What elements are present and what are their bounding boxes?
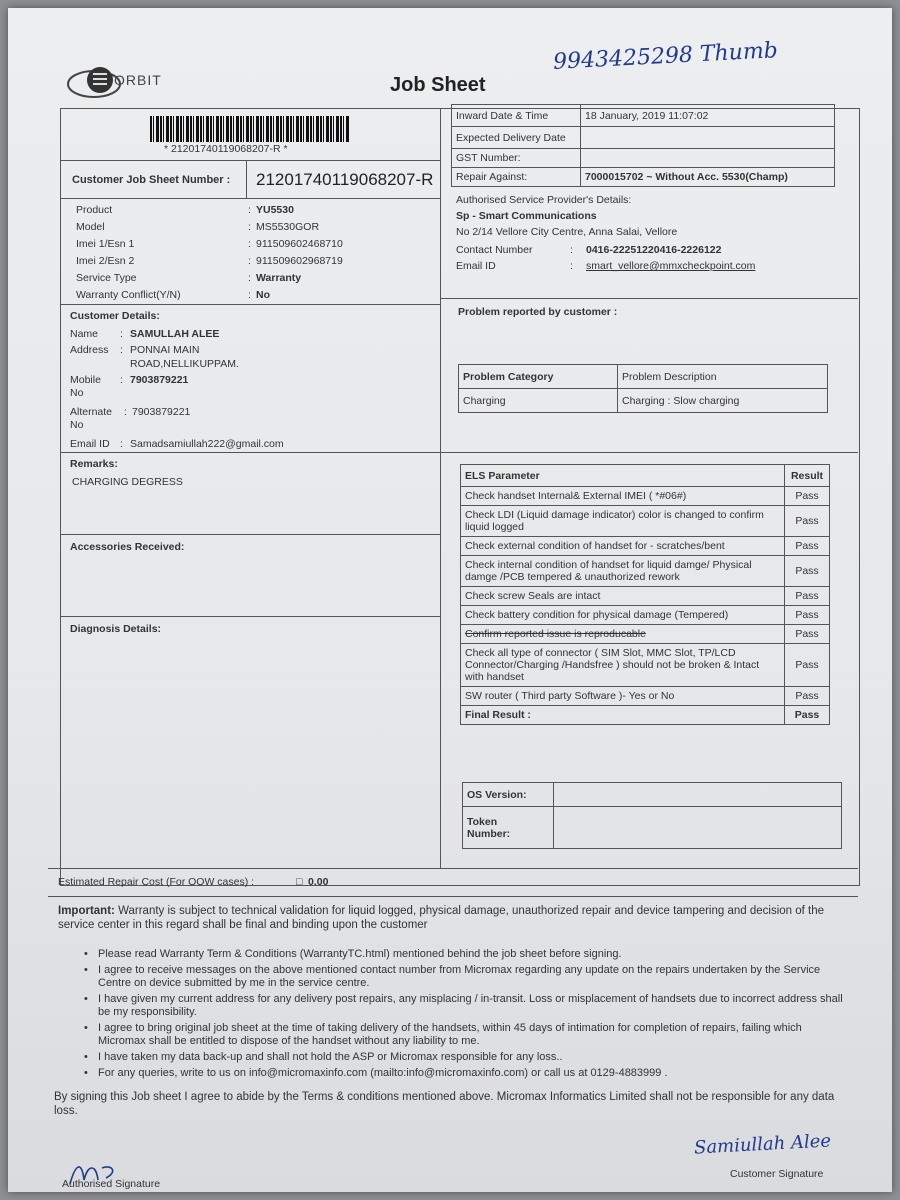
asp-email-label: Email ID — [456, 260, 496, 272]
els-row — [461, 487, 830, 506]
colon: : — [248, 204, 251, 216]
problem-heading: Problem reported by customer : — [458, 306, 618, 318]
product-value: YU5530 — [256, 204, 294, 216]
inward-date-value: 18 January, 2019 11:07:02 — [581, 105, 835, 127]
customer-mobile: 7903879221 — [130, 374, 189, 386]
els-result: Pass — [785, 537, 830, 556]
gst-value — [581, 149, 835, 168]
barcode — [150, 116, 350, 142]
colon: : — [120, 374, 123, 386]
asp-name: Sp - Smart Communications — [456, 210, 597, 222]
imei1-value: 911509602468710 — [256, 238, 343, 250]
els-table — [460, 464, 830, 725]
customer-email: Samadsamiullah222@gmail.com — [130, 438, 284, 450]
brand-name: ORBIT — [114, 72, 162, 88]
els-result: Pass — [785, 625, 830, 644]
els-parameter: Check handset Internal& External IMEI ( *#06#) — [461, 487, 785, 506]
inward-table — [451, 104, 835, 187]
expected-delivery-label: Expected Delivery Date — [452, 127, 581, 149]
els-row — [461, 687, 830, 706]
repair-against-value: 7000015702 ~ Without Acc. 5530(Champ) — [581, 168, 835, 187]
alternate-label-1: Alternate — [70, 406, 113, 418]
important-lead: Important: — [58, 905, 115, 917]
job-sheet-paper — [8, 8, 892, 1192]
gst-label: GST Number: — [452, 149, 581, 168]
asp-email-value: smart_vellore@mmxcheckpoint.com — [586, 260, 756, 272]
customer-heading: Customer Details: — [70, 310, 160, 322]
alternate-label-2: No — [70, 419, 84, 431]
service-type-label: Service Type — [76, 272, 137, 284]
asp-contact-value: 0416-22251220416-2226122 — [586, 244, 722, 256]
os-version-label: OS Version: — [463, 783, 554, 807]
terms-list — [82, 948, 852, 1083]
repair-against-label: Repair Against: — [452, 168, 581, 187]
imei2-value: 911509602968719 — [256, 255, 343, 267]
terms-list-item: • Please read Warranty Term & Conditions (WarrantyTC.html) mentioned behind the job sheet before signing. — [82, 948, 852, 961]
token-label — [463, 807, 554, 849]
colon: : — [570, 244, 573, 256]
els-parameter: Check external condition of handset for - scratches/bent — [461, 537, 785, 556]
warranty-conflict-label: Warranty Conflict(Y/N) — [76, 289, 181, 301]
token-label-2: Number: — [467, 827, 511, 840]
els-row — [461, 644, 830, 687]
els-result: Pass — [785, 487, 830, 506]
problem-description: Charging : Slow charging — [618, 389, 828, 413]
repair-cost-value: 0.00 — [308, 876, 329, 888]
problem-table — [458, 364, 828, 413]
els-parameter: Check screw Seals are intact — [461, 587, 785, 606]
colon: : — [120, 438, 123, 450]
mobile-label-2: No — [70, 387, 84, 399]
currency-icon: □ — [296, 876, 303, 888]
els-result: Pass — [785, 587, 830, 606]
customer-signature-scrawl: Samiullah Alee — [693, 1130, 832, 1159]
els-result: Pass — [785, 556, 830, 587]
els-parameter: Final Result : — [461, 706, 785, 725]
token-label-1: Token — [467, 815, 498, 828]
els-result: Pass — [785, 644, 830, 687]
terms-list-item: • For any queries, write to us on info@micromaxinfo.com (mailto:info@micromaxinfo.com) or call us at 0129-4883999 . — [82, 1067, 852, 1080]
colon: : — [124, 406, 127, 418]
problem-category-header: Problem Category — [459, 365, 618, 389]
customer-name: SAMULLAH ALEE — [130, 328, 220, 340]
colon: : — [248, 221, 251, 233]
model-value: MS5530GOR — [256, 221, 320, 233]
customer-alternate: 7903879221 — [132, 406, 191, 418]
customer-address-label: Address — [70, 344, 109, 356]
remarks-value: CHARGING DEGRESS — [72, 476, 183, 488]
customer-address-line2: ROAD,NELLIKUPPAM. — [130, 358, 239, 370]
els-result: Pass — [785, 706, 830, 725]
els-header: ELS Parameter — [461, 465, 785, 487]
repair-cost-label: Estimated Repair Cost (For OOW cases) : — [58, 876, 255, 888]
inward-date-label: Inward Date & Time — [452, 105, 581, 127]
diagnosis-label: Diagnosis Details: — [70, 623, 162, 635]
important-text — [58, 904, 853, 932]
page-title: Job Sheet — [390, 74, 486, 96]
terms-list-item: • I have given my current address for any delivery post repairs, any misplacing / in-transit. Loss or misplacement of handsets due to incorrect address shall be my responsibility. — [82, 993, 852, 1019]
colon: : — [120, 344, 123, 356]
problem-category: Charging — [459, 389, 618, 413]
colon: : — [248, 255, 251, 267]
asp-address: No 2/14 Vellore City Centre, Anna Salai, Vellore — [456, 226, 678, 238]
warranty-conflict-value: No — [256, 289, 270, 301]
customer-email-label: Email ID — [70, 438, 110, 450]
els-row — [461, 506, 830, 537]
els-result: Pass — [785, 687, 830, 706]
els-row — [461, 625, 830, 644]
els-result-header: Result — [785, 465, 830, 487]
important-body: Warranty is subject to technical validation for liquid logged, physical damage, unauthorized repair and device tampering and decision of the service center in this regard shall be final and binding upon the customer — [58, 905, 825, 931]
product-label: Product — [76, 204, 113, 216]
asp-heading: Authorised Service Provider's Details: — [456, 194, 632, 206]
imei2-label: Imei 2/Esn 2 — [76, 255, 135, 267]
customer-signature-label: Customer Signature — [730, 1168, 824, 1180]
customer-address-line1: PONNAI MAIN — [130, 344, 200, 356]
asp-contact-label: Contact Number — [456, 244, 533, 256]
remarks-label: Remarks: — [70, 458, 118, 470]
els-row — [461, 556, 830, 587]
job-number: 21201740119068207-R — [256, 170, 434, 189]
els-parameter: Check LDI (Liquid damage indicator) color is changed to confirm liquid logged — [461, 506, 785, 537]
colon: : — [120, 328, 123, 340]
problem-description-header: Problem Description — [618, 365, 828, 389]
els-parameter: Check battery condition for physical damage (Tempered) — [461, 606, 785, 625]
terms-list-item: • I agree to bring original job sheet at the time of taking delivery of the handsets, within 45 days of intimation for completion of repairs, failing which Micromax shall be entitled to dispose of the handset without any liability to me. — [82, 1022, 852, 1048]
expected-delivery-value — [581, 127, 835, 149]
colon: : — [248, 289, 251, 301]
colon: : — [248, 238, 251, 250]
els-row — [461, 706, 830, 725]
os-version-value — [554, 783, 842, 807]
terms-list-item: • I agree to receive messages on the above mentioned contact number from Micromax regarding any update on the repairs undertaken by the Service Centre on device submitted by me in the service centre. — [82, 964, 852, 990]
terms-list-item: • I have taken my data back-up and shall not hold the ASP or Micromax responsible for any loss.. — [82, 1051, 852, 1064]
accessories-label: Accessories Received: — [70, 541, 185, 553]
service-type-value: Warranty — [256, 272, 302, 284]
customer-name-label: Name — [70, 328, 99, 340]
authorised-signature-label: Authorised Signature — [62, 1178, 161, 1190]
colon: : — [570, 260, 573, 272]
barcode-text: * 21201740119068207-R * — [164, 143, 288, 155]
els-parameter: Confirm reported issue is reproducable — [461, 625, 785, 644]
token-value — [554, 807, 842, 849]
model-label: Model — [76, 221, 105, 233]
job-number-label: Customer Job Sheet Number : — [72, 174, 231, 186]
closing-text: By signing this Job sheet I agree to abide by the Terms & conditions mentioned above. Micromax Informatics Limited shall not be responsible for any data loss. — [54, 1091, 835, 1117]
els-row — [461, 606, 830, 625]
mobile-label-1: Mobile — [70, 374, 101, 386]
els-row — [461, 587, 830, 606]
els-result: Pass — [785, 506, 830, 537]
colon: : — [248, 272, 251, 284]
els-parameter: Check all type of connector ( SIM Slot, MMC Slot, TP/LCD Connector/Charging /Handsfree ) should not be broken & Intact with handset — [461, 644, 785, 687]
els-result: Pass — [785, 606, 830, 625]
imei1-label: Imei 1/Esn 1 — [76, 238, 135, 250]
os-table — [462, 782, 842, 849]
els-parameter: SW router ( Third party Software )- Yes or No — [461, 687, 785, 706]
els-row — [461, 537, 830, 556]
handwritten-phone: 9943425298 Thumb — [552, 38, 779, 75]
els-parameter: Check internal condition of handset for liquid damge/ Physical damge /PCB tempered & unauthorized rework — [461, 556, 785, 587]
